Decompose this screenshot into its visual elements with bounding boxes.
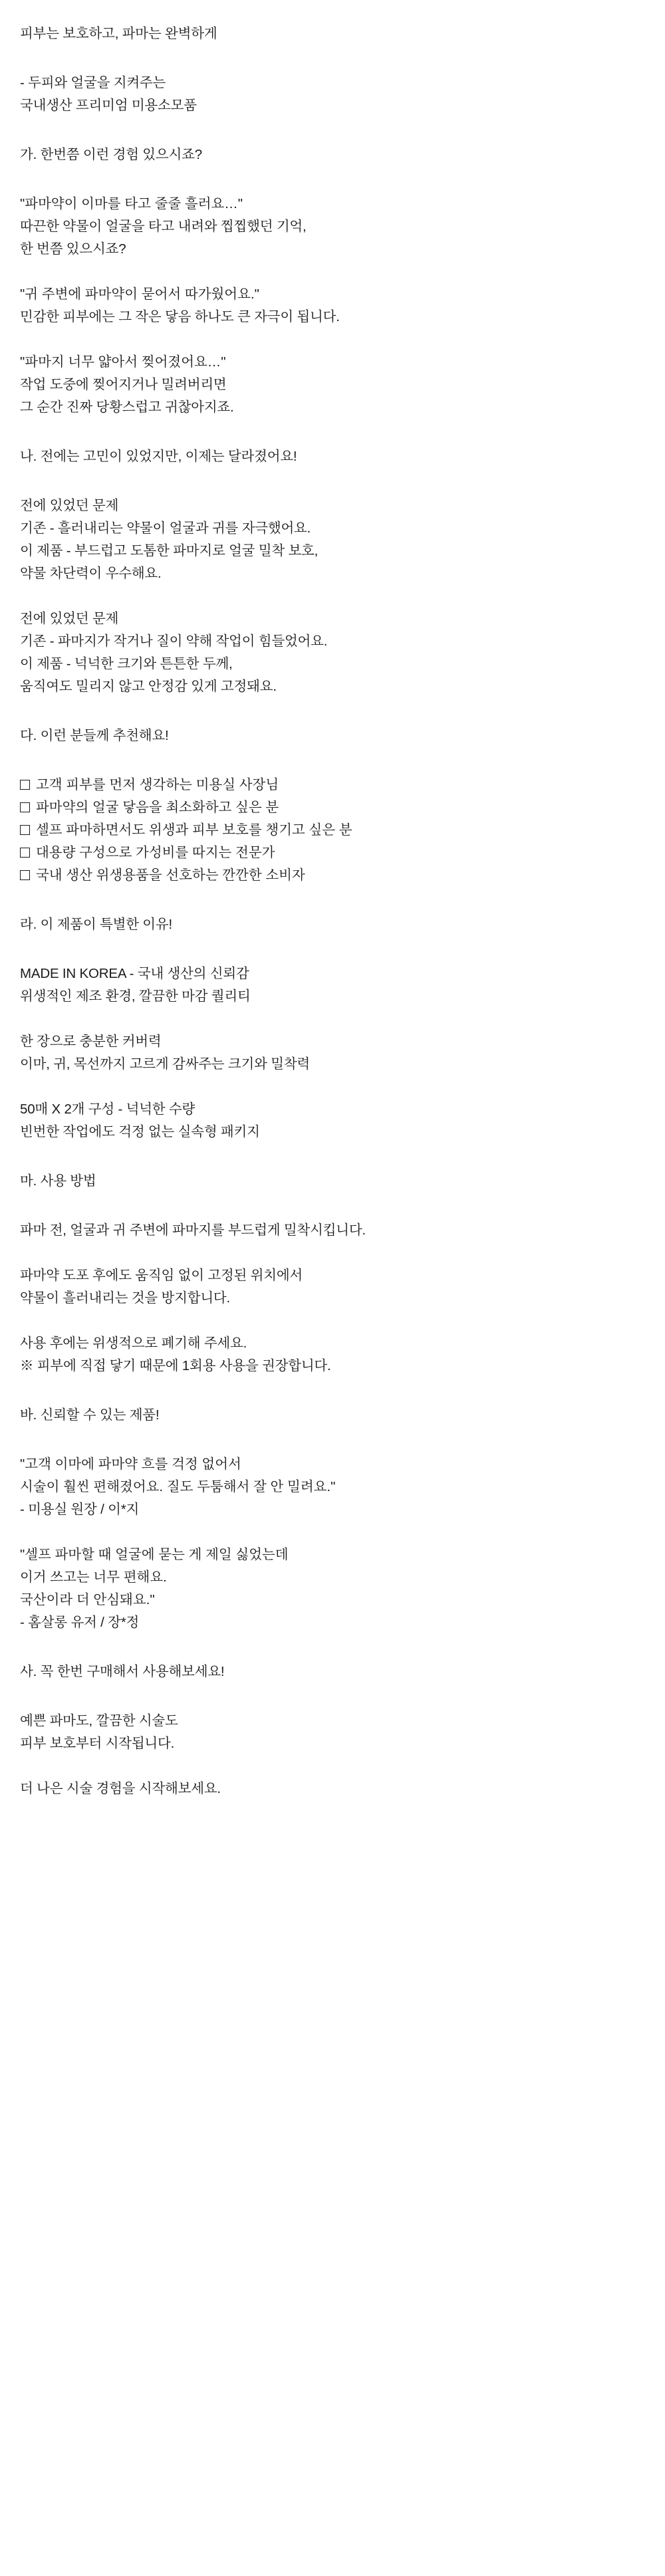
experience-1-line-2: 따끈한 약물이 얼굴을 타고 내려와 찝찝했던 기억,: [20, 219, 307, 234]
closing-1-line-2: 피부 보호부터 시작됩니다.: [20, 1736, 175, 1751]
experience-1-line-1: "파마약이 이마를 타고 줄줄 흘러요…": [20, 196, 243, 211]
checkbox-icon: [20, 780, 30, 790]
subtitle-line-1: - 두피와 얼굴을 지켜주는: [20, 75, 166, 90]
review-1-line-2: 시술이 훨씬 편해졌어요. 질도 두툼해서 잘 안 밀려요.": [20, 1479, 336, 1494]
section-ga-heading: 가. 한번쯤 이런 경험 있으시죠?: [20, 147, 202, 162]
review-1-line-1: "고객 이마에 파마약 흐를 걱정 없어서: [20, 1457, 241, 1472]
problem-2-line-2: 기존 - 파마지가 작거나 질이 약해 작업이 힘들었어요.: [20, 634, 328, 649]
feature-2-group: [20, 1030, 645, 1076]
usage-1-group: [20, 1219, 645, 1242]
experience-3-group: [20, 351, 645, 419]
checkbox-icon: [20, 848, 30, 858]
problem-2-line-1: 전에 있었던 문제: [20, 611, 119, 626]
section-ra: [20, 913, 645, 1143]
feature-3-line-1: 50매 X 2개 구성 - 넉넉한 수량: [20, 1102, 196, 1117]
problem-1-line-1: 전에 있었던 문제: [20, 498, 119, 513]
problem-1-line-4: 약물 차단력이 우수해요.: [20, 566, 162, 581]
checkbox-icon: [20, 870, 30, 880]
review-2-group: [20, 1544, 645, 1634]
experience-2-line-2: 민감한 피부에는 그 작은 닿음 하나도 큰 자극이 됩니다.: [20, 309, 340, 324]
feature-1-group: [20, 963, 645, 1008]
usage-1-line-1: 파마 전, 얼굴과 귀 주변에 파마지를 부드럽게 밀착시킵니다.: [20, 1223, 366, 1238]
checklist-item-label: 파마약의 얼굴 닿음을 최소화하고 싶은 분: [36, 800, 279, 815]
usage-3-line-1: 사용 후에는 위생적으로 폐기해 주세요.: [20, 1336, 247, 1351]
review-1-group: [20, 1453, 645, 1521]
review-2-line-1: "셀프 파마할 때 얼굴에 묻는 게 제일 싫었는데: [20, 1547, 289, 1562]
experience-2-line-1: "귀 주변에 파마약이 묻어서 따가웠어요.": [20, 287, 259, 302]
checklist-item: [20, 796, 645, 819]
usage-2-line-1: 파마약 도포 후에도 움직임 없이 고정된 위치에서: [20, 1268, 303, 1283]
section-ba: [20, 1404, 645, 1634]
section-ra-heading: 라. 이 제품이 특별한 이유!: [20, 917, 173, 932]
feature-1-line-2: 위생적인 제조 환경, 깔끔한 마감 퀄리티: [20, 989, 251, 1004]
section-da: [20, 725, 645, 887]
checkbox-icon: [20, 802, 30, 812]
review-1-author: - 미용실 원장 / 이*지: [20, 1502, 140, 1517]
section-sa-heading: 사. 꼭 한번 구매해서 사용해보세요!: [20, 1664, 225, 1679]
experience-3-line-3: 그 순간 진짜 당황스럽고 귀찮아지죠.: [20, 400, 234, 415]
review-2-line-2: 이거 쓰고는 너무 편해요.: [20, 1570, 167, 1585]
experience-3-line-2: 작업 도중에 찢어지거나 밀려버리면: [20, 377, 227, 392]
intro-block: [20, 23, 645, 117]
section-sa: [20, 1661, 645, 1800]
checkbox-icon: [20, 825, 30, 835]
problem-2-line-3: 이 제품 - 넉넉한 크기와 튼튼한 두께,: [20, 656, 233, 671]
subtitle-line-2: 국내생산 프리미엄 미용소모품: [20, 98, 197, 113]
usage-2-group: [20, 1264, 645, 1310]
review-2-author: - 홈살롱 유저 / 장*정: [20, 1615, 140, 1630]
checklist-item: [20, 864, 645, 887]
review-2-line-3: 국산이라 더 안심돼요.": [20, 1592, 155, 1607]
usage-3-group: [20, 1332, 645, 1377]
problem-2-line-4: 움직여도 밀리지 않고 안정감 있게 고정돼요.: [20, 679, 277, 694]
closing-1-line-1: 예쁜 파마도, 깔끔한 시술도: [20, 1713, 178, 1728]
feature-2-line-2: 이마, 귀, 목선까지 고르게 감싸주는 크기와 밀착력: [20, 1056, 311, 1072]
problem-1-line-3: 이 제품 - 부드럽고 도톰한 파마지로 얼굴 밀착 보호,: [20, 543, 319, 558]
section-da-heading: 다. 이런 분들께 추천해요!: [20, 728, 169, 743]
section-na-heading: 나. 전에는 고민이 있었지만, 이제는 달라졌어요!: [20, 449, 297, 464]
closing-2-group: [20, 1778, 645, 1800]
problem-1-group: [20, 495, 645, 585]
feature-3-line-2: 빈번한 작업에도 걱정 없는 실속형 패키지: [20, 1124, 260, 1139]
problem-2-group: [20, 608, 645, 698]
checklist-item: [20, 774, 645, 796]
closing-1-group: [20, 1710, 645, 1755]
feature-3-group: [20, 1098, 645, 1143]
checklist-item: [20, 842, 645, 864]
checklist-item-label: 대용량 구성으로 가성비를 따지는 전문가: [36, 845, 275, 860]
problem-1-line-2: 기존 - 흘러내리는 약물이 얼굴과 귀를 자극했어요.: [20, 521, 311, 536]
experience-2-group: [20, 283, 645, 328]
closing-2-line-1: 더 나은 시술 경험을 시작해보세요.: [20, 1781, 221, 1796]
usage-3-note: ※ 피부에 직접 닿기 때문에 1회용 사용을 권장합니다.: [20, 1358, 331, 1373]
section-na: [20, 445, 645, 698]
feature-1-line-1: MADE IN KOREA - 국내 생산의 신뢰감: [20, 966, 249, 981]
checklist-item-label: 고객 피부를 먼저 생각하는 미용실 사장님: [36, 777, 279, 792]
experience-1-group: [20, 193, 645, 261]
usage-2-line-2: 약물이 흘러내리는 것을 방지합니다.: [20, 1290, 231, 1306]
experience-1-line-3: 한 번쯤 있으시죠?: [20, 241, 126, 257]
checklist-item-label: 셀프 파마하면서도 위생과 피부 보호를 챙기고 싶은 분: [36, 822, 352, 838]
main-title: 피부는 보호하고, 파마는 완벽하게: [20, 26, 217, 41]
checklist-item-label: 국내 생산 위생용품을 선호하는 깐깐한 소비자: [36, 868, 305, 883]
checklist-item: [20, 819, 645, 842]
section-ba-heading: 바. 신뢰할 수 있는 제품!: [20, 1407, 160, 1423]
experience-3-line-1: "파마지 너무 얇아서 찢어졌어요…": [20, 354, 226, 370]
section-ma-heading: 마. 사용 방법: [20, 1173, 96, 1189]
feature-2-line-1: 한 장으로 충분한 커버력: [20, 1034, 162, 1049]
section-ga: [20, 144, 645, 419]
section-ma: [20, 1170, 645, 1377]
